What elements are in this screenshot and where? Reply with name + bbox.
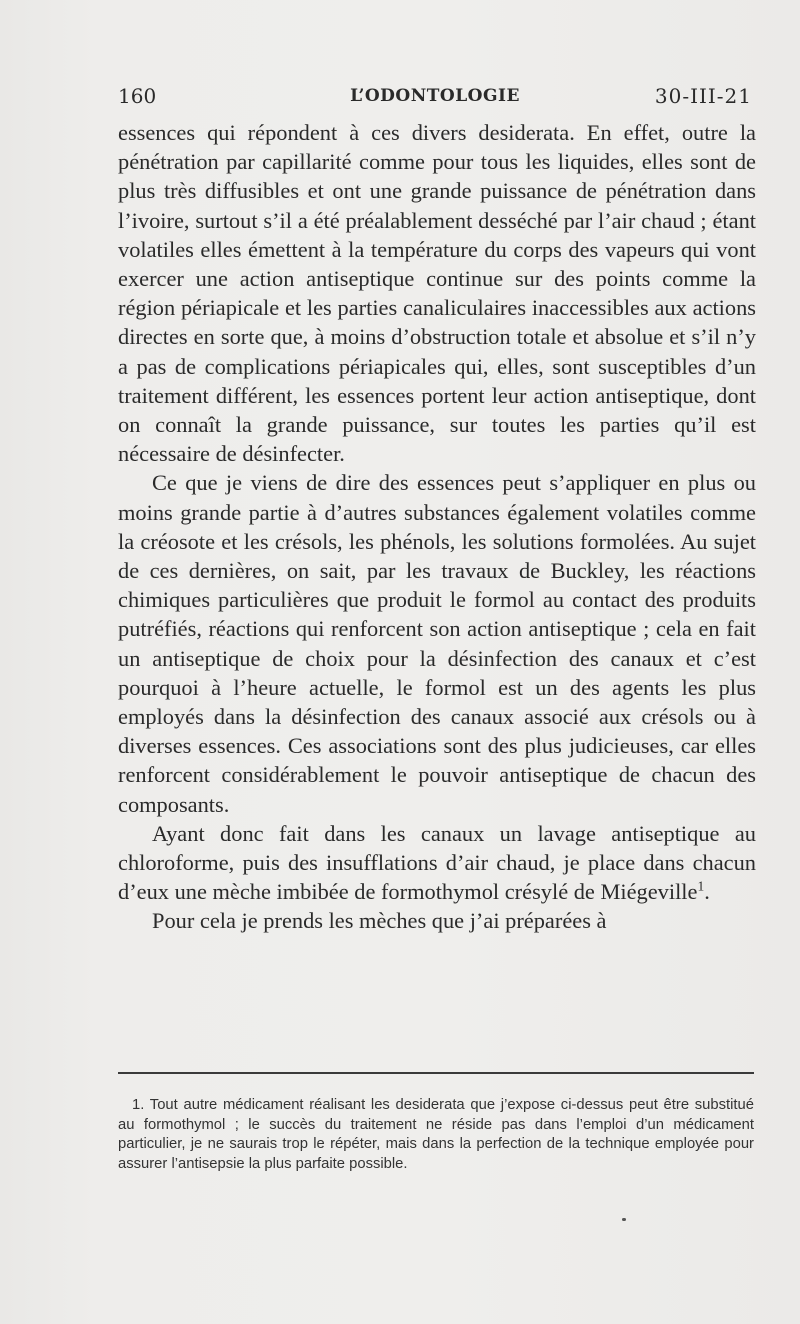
footnote-reference[interactable]: 1 [697, 878, 705, 894]
journal-title: L’ODONTOLOGIE [350, 86, 520, 106]
paragraph-4: Pour cela je prends les mèches que j’ai préparées à [152, 908, 607, 934]
paragraph-3-end: . [704, 879, 710, 905]
footnotes [118, 1096, 754, 1174]
paragraph-3-text: Ayant donc fait dans les canaux un lavage antiseptique au chloroforme, puis des insufflations d’air chaud, je place dans chacun d’eux une mèche imbibée de formothymol crésylé de Miégeville [118, 820, 756, 905]
paragraph-2: Ce que je viens de dire des essences peut s’appliquer en plus ou moins grande partie à d’autres substances également volatiles comme la créosote et les crésols, les phénols, les solutions formolées. Au sujet de ces dernières, on sait, par les travaux de Buckley, les réactions chimiques particulières que produit le formol au contact des produits putréfiés, réactions qui renforcent son action antiseptique ; cela en fait un antiseptique de choix pour la désinfection des canaux et c’est pourquoi à l’heure actuelle, le formol est un des agents les plus employés dans la désinfection des canaux associé aux crésols ou à diverses essences. Ces associations sont des plus judicieuses, car elles renforcent considérablement le pouvoir antiseptique de chacun des composants. [118, 470, 756, 817]
paragraph-3 [118, 819, 756, 907]
paragraph-1: essences qui répondent à ces divers desiderata. En effet, outre la pénétration par capillarité comme pour tous les liquides, elles sont de plus très diffusibles et ont une grande puissance de pénétration dans l’ivoire, surtout s’il a été préalablement desséché par l’air chaud ; étant volatiles elles émettent à la température du corps des vapeurs qui vont exercer une action antiseptique continue sur des points comme la région périapicale et les parties canaliculaires inaccessibles aux actions directes en sorte que, à moins d’obstruction totale et absolue et s’il n’y a pas de complications périapicales qui, elles, sont susceptibles d’un traitement différent, les essences portent leur action antiseptique, dont on connaît la grande puissance, sur toutes les parties qu’il est nécessaire de désinfecter. [118, 120, 756, 467]
page-number: 160 [118, 84, 157, 108]
ink-speck [622, 1218, 626, 1221]
issue-date: 30-III-21 [654, 84, 752, 108]
footnote-1: 1. Tout autre médicament réalisant les desiderata que j’expose ci-dessus peut être substitué au formothymol ; le succès du traitement ne réside pas dans l’emploi d’un médicament particulier, je ne saurais trop le répéter, mais dans la perfection de la technique employée pour assurer l’antisepsie la plus parfaite possible. [118, 1097, 754, 1172]
running-header [118, 84, 752, 114]
body-text [118, 118, 756, 936]
footnote-divider [118, 1072, 754, 1074]
